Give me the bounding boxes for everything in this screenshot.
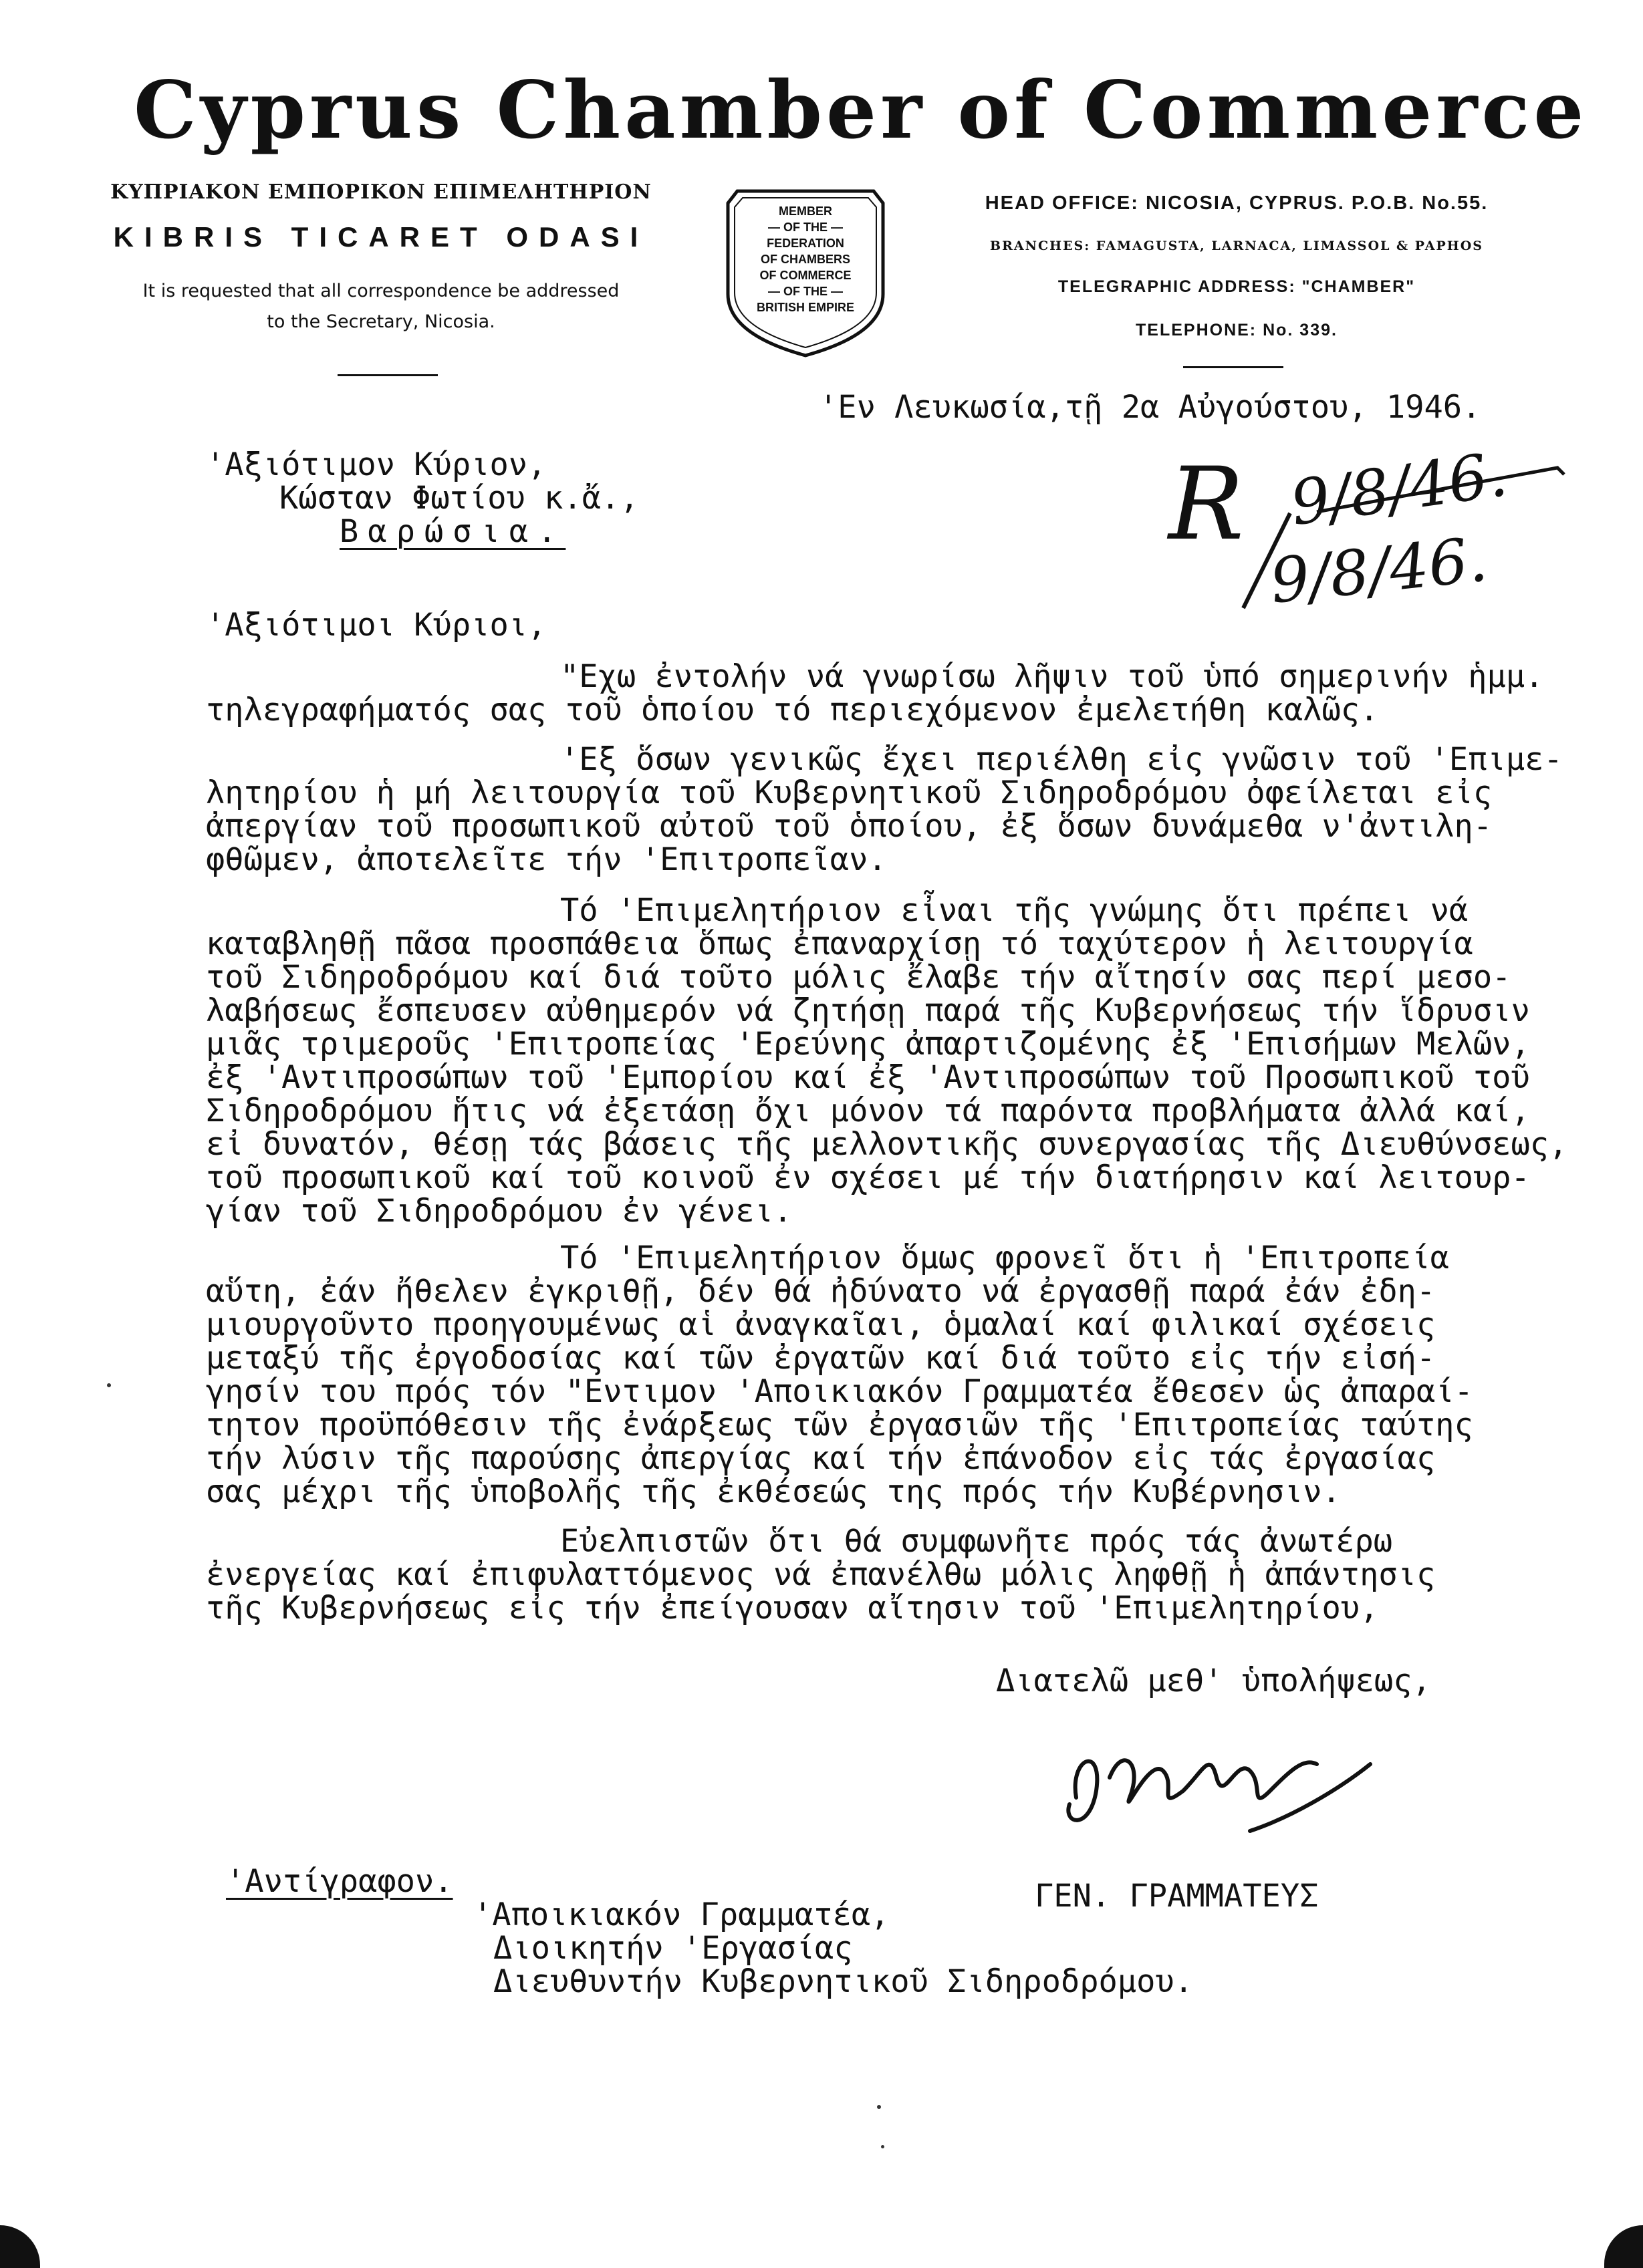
closing-formula: Διατελῶ μεθ' ὑπολήψεως,: [996, 1663, 1431, 1699]
handwritten-initial: R: [1168, 446, 1244, 563]
paragraph-line: φθῶμεν, ἀποτελεῖτε τήν 'Επιτροπεῖαν.: [206, 841, 887, 878]
letterhead-left-block: [80, 180, 682, 337]
paragraph-line: τῆς Κυβερνήσεως εἰς τήν ἐπείγουσαν αἴτησιν τοῦ 'Επιμελητηρίου,: [206, 1590, 1379, 1626]
paragraph-line: τοῦ προσωπικοῦ καί τοῦ κοινοῦ ἐν σχέσει μέ τήν διατήρησιν καί λειτουρ-: [206, 1159, 1530, 1196]
paragraph-line: μιουργοῦντο προηγουμένως αἱ ἀναγκαῖαι, ὁμαλαί καί φιλικαί σχέσεις: [206, 1306, 1436, 1343]
head-office: HEAD OFFICE: NICOSIA, CYPRUS. P.O.B. No.55.: [985, 192, 1489, 214]
telephone-number: TELEPHONE: No. 339.: [1136, 321, 1338, 339]
paragraph-line: τοῦ Σιδηροδρόμου καί διά τοῦτο μόλις ἔλαβε τήν αἴτησίν σας περί μεσο-: [206, 959, 1511, 996]
paragraph-line: "Εχω ἐντολήν νά γνωρίσω λῆψιν τοῦ ὑπό σημερινήν ἡμμ.: [560, 658, 1544, 695]
branches: BRANCHES: FAMAGUSTA, LARNACA, LIMASSOL & PAPHOS: [990, 239, 1483, 253]
paragraph-line: μιᾶς τριμεροῦς 'Επιτροπείας 'Ερεύνης ἀπαρτιζομένης ἐξ 'Επισήμων Μελῶν,: [206, 1026, 1530, 1062]
handwritten-date-1: 9/8/46.: [1286, 438, 1512, 540]
body-paragraph-1: [206, 660, 1610, 727]
body-paragraph-2: [206, 743, 1610, 877]
handwritten-signature: [1049, 1717, 1397, 1851]
addressee-line-1: 'Αξιότιμον Κύριον,: [206, 446, 547, 483]
handwritten-receipt-note: [1163, 428, 1577, 628]
right-divider: [1183, 366, 1283, 368]
paragraph-line: Τό 'Επιμελητήριον ὅμως φρονεῖ ὅτι ἡ 'Επιτροπεία: [560, 1240, 1449, 1276]
addressee-line-2: Κώσταν Φωτίου κ.ἄ.,: [279, 480, 639, 517]
correspondence-request-line-1: It is requested that all correspondence be addressed: [142, 281, 620, 301]
telegraphic-address: TELEGRAPHIC ADDRESS: "CHAMBER": [1057, 277, 1416, 296]
copy-recipient: 'Αποικιακόν Γραμματέα,: [473, 1896, 890, 1933]
paragraph-line: ἐξ 'Αντιπροσώπων τοῦ 'Εμπορίου καί ἐξ 'Αντιπροσώπων τοῦ Προσωπικοῦ τοῦ: [206, 1059, 1530, 1096]
paragraph-line: αὕτη, ἐάν ἤθελεν ἐγκριθῇ, δέν θά ἠδύνατο νά ἐργασθῇ παρά ἐάν ἐδη-: [206, 1273, 1436, 1310]
body-paragraph-5: [206, 1525, 1610, 1625]
addressee-city: Βαρώσια.: [340, 513, 566, 550]
turkish-chamber-name: KIBRIS TICARET ODASI: [113, 221, 649, 253]
paragraph-line: τήν λύσιν τῆς παρούσης ἀπεργίας καί τήν ἐπάνοδον εἰς τάς ἐργασίας: [206, 1440, 1436, 1477]
paragraph-line: 'Εξ ὅσων γενικῶς ἔχει περιέλθη εἰς γνῶσιν τοῦ 'Επιμε-: [560, 741, 1563, 778]
correspondence-request-line-2: to the Secretary, Nicosia.: [267, 311, 495, 332]
paragraph-line: γησίν του πρός τόν "Εντιμον 'Αποικιακόν Γραμματέα ἔθεσεν ὡς ἀπαραί-: [206, 1373, 1473, 1410]
paragraph-line: τητον προϋπόθεσιν τῆς ἐνάρξεως τῶν ἐργασιῶν τῆς 'Επιτροπείας ταύτης: [206, 1407, 1473, 1443]
date-line: 'Εν Λευκωσία,τῇ 2α Αὐγούστου, 1946.: [819, 389, 1481, 426]
badge-line: OF CHAMBERS: [761, 253, 850, 266]
paragraph-line: τηλεγραφήματός σας τοῦ ὁποίου τό περιεχόμενον ἐμελετήθη καλῶς.: [206, 692, 1379, 728]
paragraph-line: μεταξύ τῆς ἐργοδοσίας καί τῶν ἐργατῶν καί διά τοῦτο εἰς τήν εἰσή-: [206, 1340, 1436, 1377]
paragraph-line: λητηρίου ἡ μή λειτουργία τοῦ Κυβερνητικοῦ Σιδηροδρόμου ὀφείλεται εἰς: [206, 774, 1493, 811]
signatory-title: ΓΕΝ. ΓΡΑΜΜΑΤΕΥΣ: [1035, 1878, 1319, 1915]
scan-corner-mark: [0, 2225, 40, 2268]
paragraph-line: σας μέχρι τῆς ὑποβολῆς τῆς ἐκθέσεώς της πρός τήν Κυβέρνησιν.: [206, 1473, 1341, 1510]
copy-recipient: Διοικητήν 'Εργασίας: [493, 1930, 853, 1967]
badge-line: FEDERATION: [767, 237, 844, 250]
paragraph-line: Σιδηροδρόμου ἥτις νά ἐξετάσῃ ὄχι μόνον τά παρόντα προβλήματα ἀλλά καί,: [206, 1093, 1530, 1129]
federation-member-badge: [719, 187, 892, 360]
body-paragraph-4: [206, 1242, 1610, 1509]
scan-corner-mark: [1604, 2225, 1643, 2268]
letterhead-right-block: [936, 192, 1537, 340]
salutation: 'Αξιότιμοι Κύριοι,: [206, 607, 547, 644]
signature-icon: [1049, 1717, 1397, 1851]
paragraph-line: Τό 'Επιμελητήριον εἶναι τῆς γνώμης ὅτι πρέπει νά: [560, 892, 1469, 929]
badge-line: BRITISH EMPIRE: [756, 301, 854, 314]
badge-line: MEMBER: [779, 204, 832, 218]
paragraph-line: γίαν τοῦ Σιδηροδρόμου ἐν γένει.: [206, 1193, 793, 1230]
paragraph-line: ἐνεργείας καί ἐπιφυλαττόμενος νά ἐπανέλθω μόλις ληφθῇ ἡ ἀπάντησις: [206, 1556, 1436, 1593]
scan-speck: [107, 1383, 111, 1387]
paragraph-line: λαβήσεως ἔσπευσεν αὐθημερόν νά ζητήσῃ παρά τῆς Κυβερνήσεως τήν ἵδρυσιν: [206, 992, 1530, 1029]
handwritten-date-2: 9/8/46.: [1267, 523, 1491, 617]
greek-chamber-name: ΚΥΠΡΙΑΚΟΝ ΕΜΠΟΡΙΚΟΝ ΕΠΙΜΕΛΗΤΗΡΙΟΝ: [110, 180, 652, 204]
paragraph-line: ἀπεργίαν τοῦ προσωπικοῦ αὐτοῦ τοῦ ὁποίου, ἐξ ὅσων δυνάμεθα ν'ἀντιλη-: [206, 808, 1493, 845]
paragraph-line: Εὐελπιστῶν ὅτι θά συμφωνῆτε πρός τάς ἀνωτέρω: [560, 1523, 1393, 1560]
chamber-masthead-title: Cyprus Chamber of Commerce: [134, 63, 1588, 156]
badge-line: OF COMMERCE: [759, 269, 852, 282]
paragraph-line: καταβληθῇ πᾶσα προσπάθεια ὅπως ἐπαναρχίσῃ τό ταχύτερον ἡ λειτουργία: [206, 926, 1473, 962]
scan-speck: [881, 2145, 884, 2148]
copy-label: 'Αντίγραφον.: [226, 1863, 453, 1900]
left-divider: [338, 374, 438, 376]
paragraph-line: εἰ δυνατόν, θέσῃ τάς βάσεις τῆς μελλοντικῆς συνεργασίας τῆς Διευθύνσεως,: [206, 1126, 1568, 1163]
badge-line: — OF THE —: [768, 221, 843, 234]
body-paragraph-3: [206, 894, 1610, 1228]
copy-recipient: Διευθυντήν Κυβερνητικοῦ Σιδηροδρόμου.: [493, 1963, 1193, 2000]
badge-line: — OF THE —: [768, 285, 843, 298]
scan-speck: [877, 2105, 881, 2109]
